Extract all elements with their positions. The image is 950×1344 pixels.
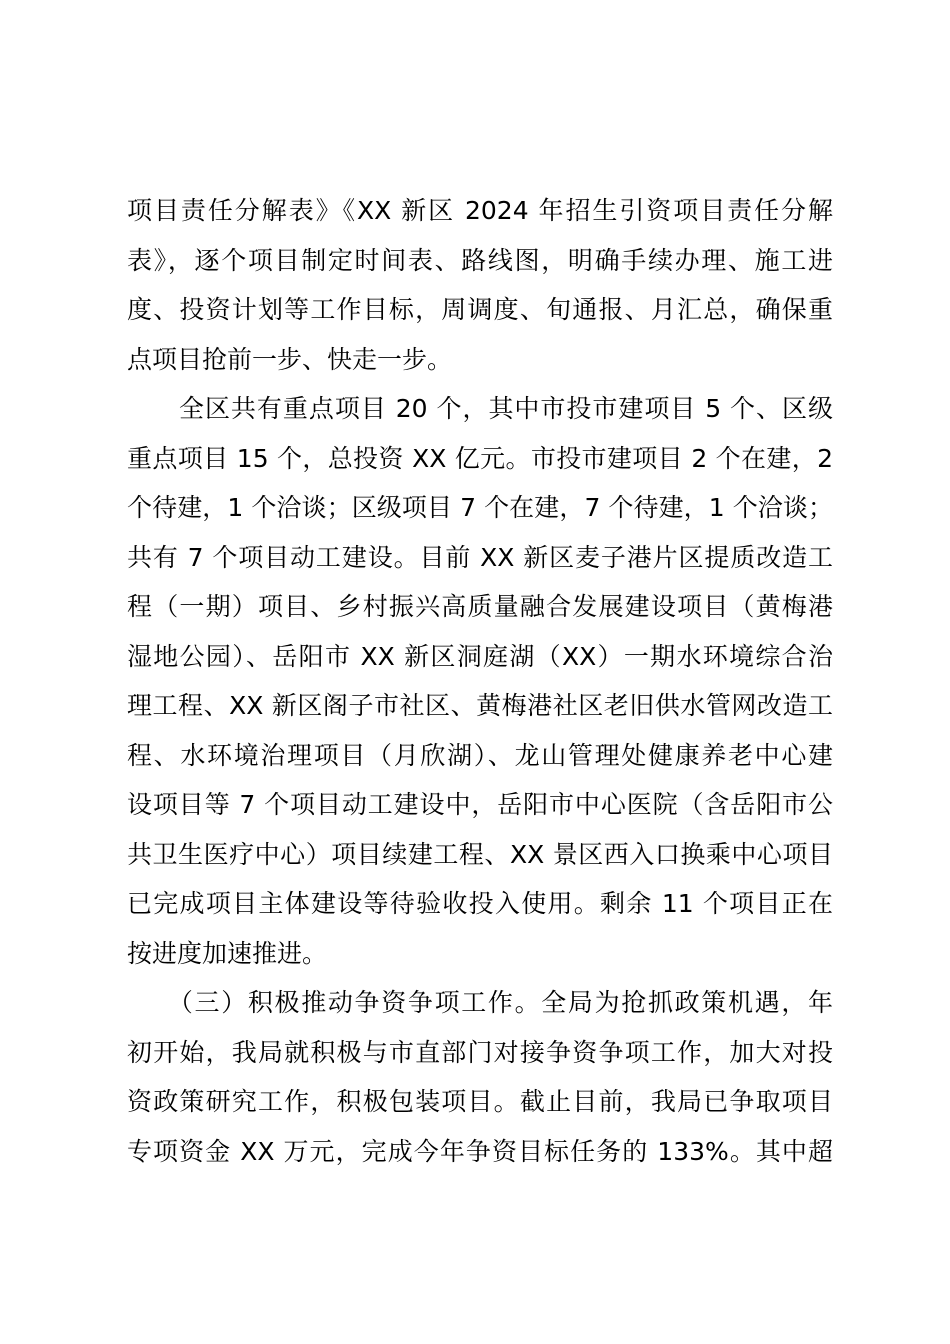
text-line: 初开始，我局就积极与市直部门对接争资争项工作，加大对投 (127, 1037, 833, 1067)
paragraph-1 (127, 186, 833, 384)
paragraph-3 (127, 978, 833, 1176)
text-line: 度、投资计划等工作目标，周调度、旬通报、月汇总，确保重 (127, 295, 833, 324)
text-line: 已完成项目主体建设等待验收投入使用。剩余 11 个项目正在 (127, 889, 833, 918)
text-line: 按进度加速推进。 (127, 938, 328, 968)
text-line: 个待建，1 个洽谈；区级项目 7 个在建，7 个待建，1 个洽谈； (127, 493, 833, 522)
text-line: 表》，逐个项目制定时间表、路线图，明确手续办理、施工进 (127, 245, 833, 275)
text-line: 专项资金 XX 万元，完成今年争资目标任务的 133%。其中超 (127, 1136, 833, 1166)
document-body (127, 186, 833, 1176)
text-line: 理工程、XX 新区阁子市社区、黄梅港社区老旧供水管网改造工 (127, 691, 833, 720)
text-line: 程、水环境治理项目（月欣湖）、龙山管理处健康养老中心建 (127, 740, 833, 770)
text-line: 共卫生医疗中心）项目续建工程、XX 景区西入口换乘中心项目 (127, 839, 833, 869)
text-line: 资政策研究工作，积极包装项目。截止目前，我局已争取项目 (127, 1087, 833, 1116)
text-line: 共有 7 个项目动工建设。目前 XX 新区麦子港片区提质改造工 (127, 542, 833, 572)
text-line: 程（一期）项目、乡村振兴高质量融合发展建设项目（黄梅港 (127, 592, 833, 621)
text-line: 湿地公园）、岳阳市 XX 新区洞庭湖（XX）一期水环境综合治 (127, 641, 833, 671)
text-line: 重点项目 15 个，总投资 XX 亿元。市投市建项目 2 个在建，2 (127, 443, 833, 473)
paragraph-2 (127, 384, 833, 978)
text-line: （三）积极推动争资争项工作。全局为抢抓政策机遇，年 (127, 988, 833, 1017)
text-line: 点项目抢前一步、快走一步。 (127, 344, 453, 374)
text-line: 全区共有重点项目 20 个，其中市投市建项目 5 个、区级 (127, 394, 833, 423)
text-line: 项目责任分解表》《XX 新区 2024 年招生引资项目责任分解 (127, 196, 833, 225)
text-line: 设项目等 7 个项目动工建设中，岳阳市中心医院（含岳阳市公 (127, 790, 833, 819)
